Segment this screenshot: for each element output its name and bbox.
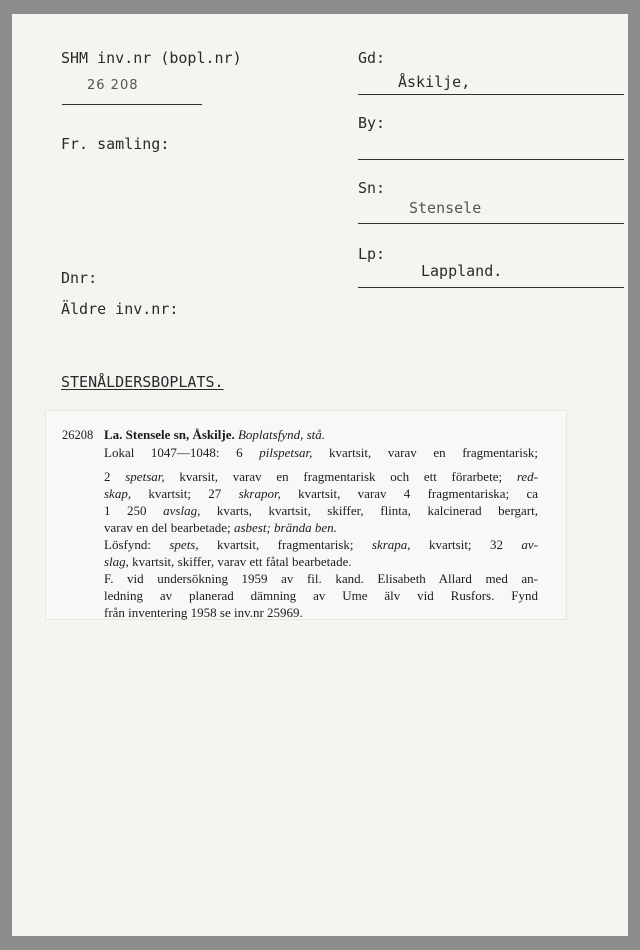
lp-underline bbox=[358, 287, 624, 288]
description-slip bbox=[46, 411, 566, 619]
aldre-inv-label: Äldre inv.nr: bbox=[61, 300, 179, 318]
lp-value: Lappland. bbox=[421, 262, 503, 280]
slip-line: från inventering 1958 se inv.nr 25969. bbox=[104, 605, 303, 620]
shm-inv-underline bbox=[62, 104, 202, 105]
gd-label: Gd: bbox=[358, 49, 386, 67]
shm-inv-value: 26 208 bbox=[87, 78, 139, 93]
by-underline bbox=[358, 159, 624, 160]
slip-line: Lokal 1047—1048: 6 pilspetsar, kvartsit, varav en fragmentarisk; bbox=[104, 445, 539, 460]
fr-samling-label: Fr. samling: bbox=[61, 135, 170, 153]
slip-line: slag, kvartsit, skiffer, varav ett fåtal bearbetade. bbox=[104, 554, 352, 569]
slip-number: 26208 bbox=[62, 428, 94, 442]
slip-line: Lösfynd: spets, kvartsit, fragmentarisk; skrapa, kvartsit; 32 av- bbox=[104, 537, 538, 552]
dnr-label: Dnr: bbox=[61, 269, 98, 287]
slip-line: La. Stensele sn, Åskilje. Boplatsfynd, stå. bbox=[104, 427, 326, 442]
shm-inv-label: SHM inv.nr (bopl.nr) bbox=[61, 49, 242, 67]
slip-line: 2 spetsar, kvarsit, varav en fragmentarisk och ett förarbete; red- bbox=[104, 469, 539, 484]
by-label: By: bbox=[358, 114, 386, 132]
category-heading: STENÅLDERSBOPLATS. bbox=[61, 373, 224, 391]
sn-value: Stensele bbox=[409, 199, 482, 217]
slip-line: varav en del bearbetade; asbest; brända ben. bbox=[104, 520, 337, 535]
sn-label: Sn: bbox=[358, 179, 386, 197]
gd-value: Åskilje, bbox=[398, 73, 471, 91]
slip-line: skap, kvartsit; 27 skrapor, kvartsit, varav 4 fragmentariska; ca bbox=[104, 486, 538, 501]
slip-line: F. vid undersökning 1959 av fil. kand. Elisabeth Allard med an- bbox=[104, 571, 538, 586]
slip-line: 1 250 avslag, kvarts, kvartsit, skiffer, flinta, kalcinerad bergart, bbox=[104, 503, 538, 518]
slip-line: ledning av planerad dämning av Ume älv vid Rusfors. Fynd bbox=[104, 588, 538, 603]
lp-label: Lp: bbox=[358, 245, 386, 263]
sn-underline bbox=[358, 223, 624, 224]
gd-underline bbox=[358, 94, 624, 95]
